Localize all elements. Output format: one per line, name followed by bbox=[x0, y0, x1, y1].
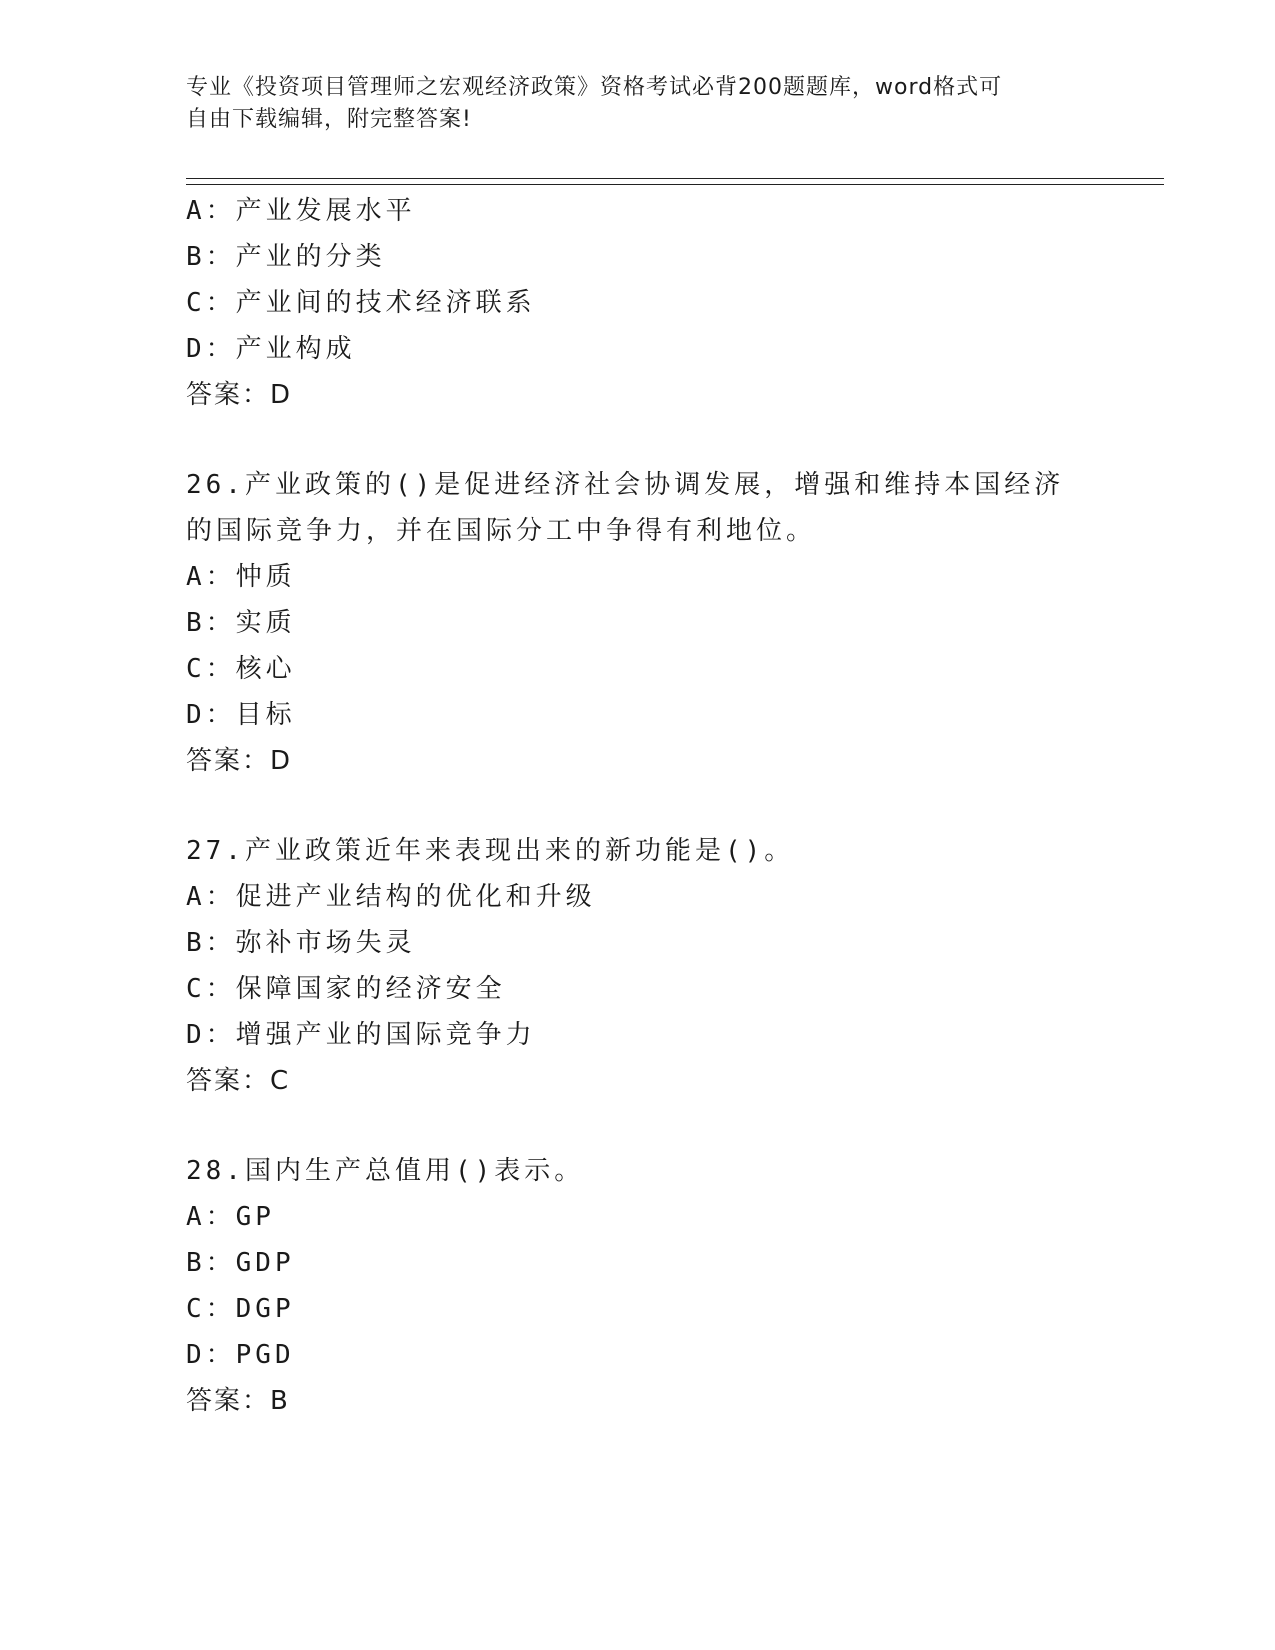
question-stem: 26.产业政策的()是促进经济社会协调发展，增强和维持本国经济的国际竞争力，并在国际分工中争得有利地位。 bbox=[186, 470, 1065, 546]
question-stem: 28.国内生产总值用()表示。 bbox=[186, 1156, 585, 1186]
option-d: D：产业构成 bbox=[186, 334, 356, 364]
header-rule-bottom bbox=[186, 184, 1164, 185]
option-d: D：增强产业的国际竞争力 bbox=[186, 1020, 536, 1050]
question-26 bbox=[186, 462, 1086, 784]
option-c: C：核心 bbox=[186, 654, 296, 684]
option-b: B：实质 bbox=[186, 608, 296, 638]
answer: 答案：D bbox=[186, 380, 293, 410]
option-c: C：保障国家的经济安全 bbox=[186, 974, 506, 1004]
option-b: B：产业的分类 bbox=[186, 242, 386, 272]
answer: 答案：C bbox=[186, 1066, 291, 1096]
option-d: D：目标 bbox=[186, 700, 296, 730]
option-d: D：PGD bbox=[186, 1340, 295, 1370]
option-c: C：产业间的技术经济联系 bbox=[186, 288, 536, 318]
question-25-partial bbox=[186, 188, 1086, 418]
question-27 bbox=[186, 828, 1086, 1104]
question-28 bbox=[186, 1148, 1086, 1424]
answer: 答案：B bbox=[186, 1386, 290, 1416]
option-b: B：GDP bbox=[186, 1248, 295, 1278]
question-stem: 27.产业政策近年来表现出来的新功能是()。 bbox=[186, 836, 795, 866]
title-line-1: 专业《投资项目管理师之宏观经济政策》资格考试必背200题题库，word格式可 bbox=[186, 75, 1003, 100]
question-list bbox=[186, 188, 1086, 1424]
option-a: A：促进产业结构的优化和升级 bbox=[186, 882, 596, 912]
option-a: A：忡质 bbox=[186, 562, 296, 592]
header-rule-top bbox=[186, 178, 1164, 179]
option-b: B：弥补市场失灵 bbox=[186, 928, 416, 958]
document-header bbox=[186, 72, 1086, 136]
option-c: C：DGP bbox=[186, 1294, 295, 1324]
title-line-2: 自由下载编辑，附完整答案! bbox=[186, 107, 472, 132]
document-title bbox=[186, 72, 1066, 136]
answer: 答案：D bbox=[186, 746, 293, 776]
option-a: A：产业发展水平 bbox=[186, 196, 416, 226]
option-a: A：GP bbox=[186, 1202, 275, 1232]
